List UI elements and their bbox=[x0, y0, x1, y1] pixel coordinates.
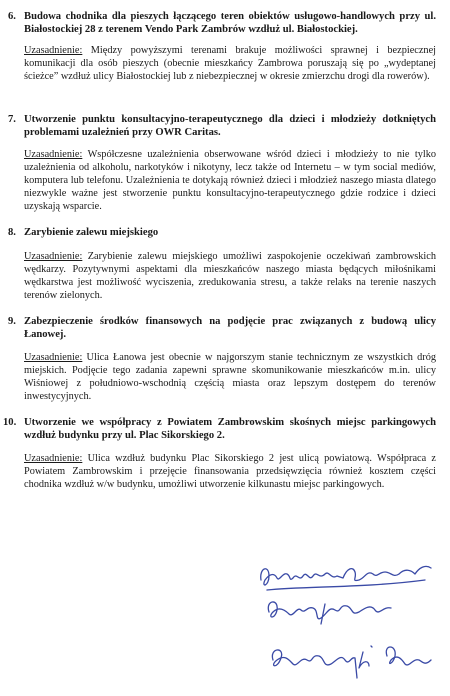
justification-text: Ulica Łanowa jest obecnie w najgorszym stanie technicznym ze wszystkich dróg miejskich. Podjęcie tego zadania zapewni sprawne skomunikowanie mieszkańców m.in. ulicy Wiśniowej z południowo-wschodnią częścią miasta oraz lepszym dostępem do terenów inwestycyjnych. bbox=[24, 352, 436, 402]
signature-1-underline bbox=[267, 580, 425, 590]
item-title: Zarybienie zalewu miejskiego bbox=[24, 227, 159, 238]
item-number: 6. bbox=[8, 11, 16, 22]
justification-label: Uzasadnienie: bbox=[24, 352, 83, 363]
justification-text: Między powyższymi terenami brakuje możliwości sprawnej i bezpiecznej komunikacji dla osób pieszych (obecnie mieszkańcy Zambrowa poruszają się po „wydeptanej ścieżce” wzdłuż ulicy Białostockiej lub z niebezpiecznej w okresie zmierzchu drogi dla rowerów). bbox=[24, 45, 436, 82]
item-title: Zabezpieczenie środków finansowych na podjęcie prac związanych z budową ulicy Łanowej. bbox=[24, 316, 436, 340]
justification-label: Uzasadnienie: bbox=[24, 149, 83, 160]
signature-3 bbox=[272, 650, 369, 678]
item-number: 8. bbox=[8, 227, 16, 238]
item-justification bbox=[24, 250, 436, 302]
signature-2 bbox=[268, 602, 391, 619]
item-number: 10. bbox=[3, 417, 17, 428]
item-title: Utworzenie punktu konsultacyjno-terapeutycznego dla dzieci i młodzieży dotkniętych problemami uzależnień przy OWR Caritas. bbox=[24, 114, 436, 138]
item-justification bbox=[24, 44, 436, 83]
item-title: Budowa chodnika dla pieszych łączącego teren obiektów usługowo-handlowych przy ul. Białostockiej 28 z terenem Vendo Park Zambrów wzdłuż ul. Białostockiej. bbox=[24, 11, 436, 35]
justification-label: Uzasadnienie: bbox=[24, 45, 83, 56]
justification-text: Zarybienie zalewu miejskiego umożliwi zaspokojenie oczekiwań zambrowskich wędkarzy. Pozytywnymi aspektami dla mieszkańców naszego miasta będących miłośnikami wędkarstwa jest możliwość wyciszenia, zredukowania stresu, a także relaks na terenie naszych terenów zielonych. bbox=[24, 251, 436, 301]
justification-label: Uzasadnienie: bbox=[24, 453, 83, 464]
justification-text: Ulica wzdłuż budynku Plac Sikorskiego 2 jest ulicą powiatową. Współpraca z Powiatem Zambrowskim i przejęcie finansowania przedsięwzięcia również kosztem części chodnika wzdłuż w/w budynku, umożliwi utworzenie kilkunastu miejsc parkingowych. bbox=[24, 453, 436, 490]
item-justification bbox=[24, 148, 436, 213]
item-number: 7. bbox=[8, 114, 16, 125]
signature-3-dot bbox=[371, 646, 372, 647]
item-number: 9. bbox=[8, 316, 16, 327]
signature-2-stroke bbox=[321, 604, 325, 624]
signature-3-second bbox=[386, 647, 431, 665]
justification-label: Uzasadnienie: bbox=[24, 251, 83, 262]
item-justification bbox=[24, 351, 436, 403]
item-justification bbox=[24, 452, 436, 491]
justification-text: Współczesne uzależnienia obserwowane wśród dzieci i młodzieży to nie tylko uzależnienia od alkoholu, narkotyków i nikotyny, lecz także od Internetu – w tym social mediów, komputera lub telefonu. Uzależnienia te dotykają również dzieci i młodzież naszego miasta dlatego niezwykle ważne jest stworzenie punktu konsultacyjno-terapeutycznego gdzie rodzice i dzieci uzyskają wsparcie. bbox=[24, 149, 437, 212]
item-title: Utworzenie we współpracy z Powiatem Zambrowskim skośnych miejsc parkingowych wzdłuż budynku przy ul. Plac Sikorskiego 2. bbox=[24, 417, 436, 441]
signatures-block bbox=[255, 560, 445, 692]
